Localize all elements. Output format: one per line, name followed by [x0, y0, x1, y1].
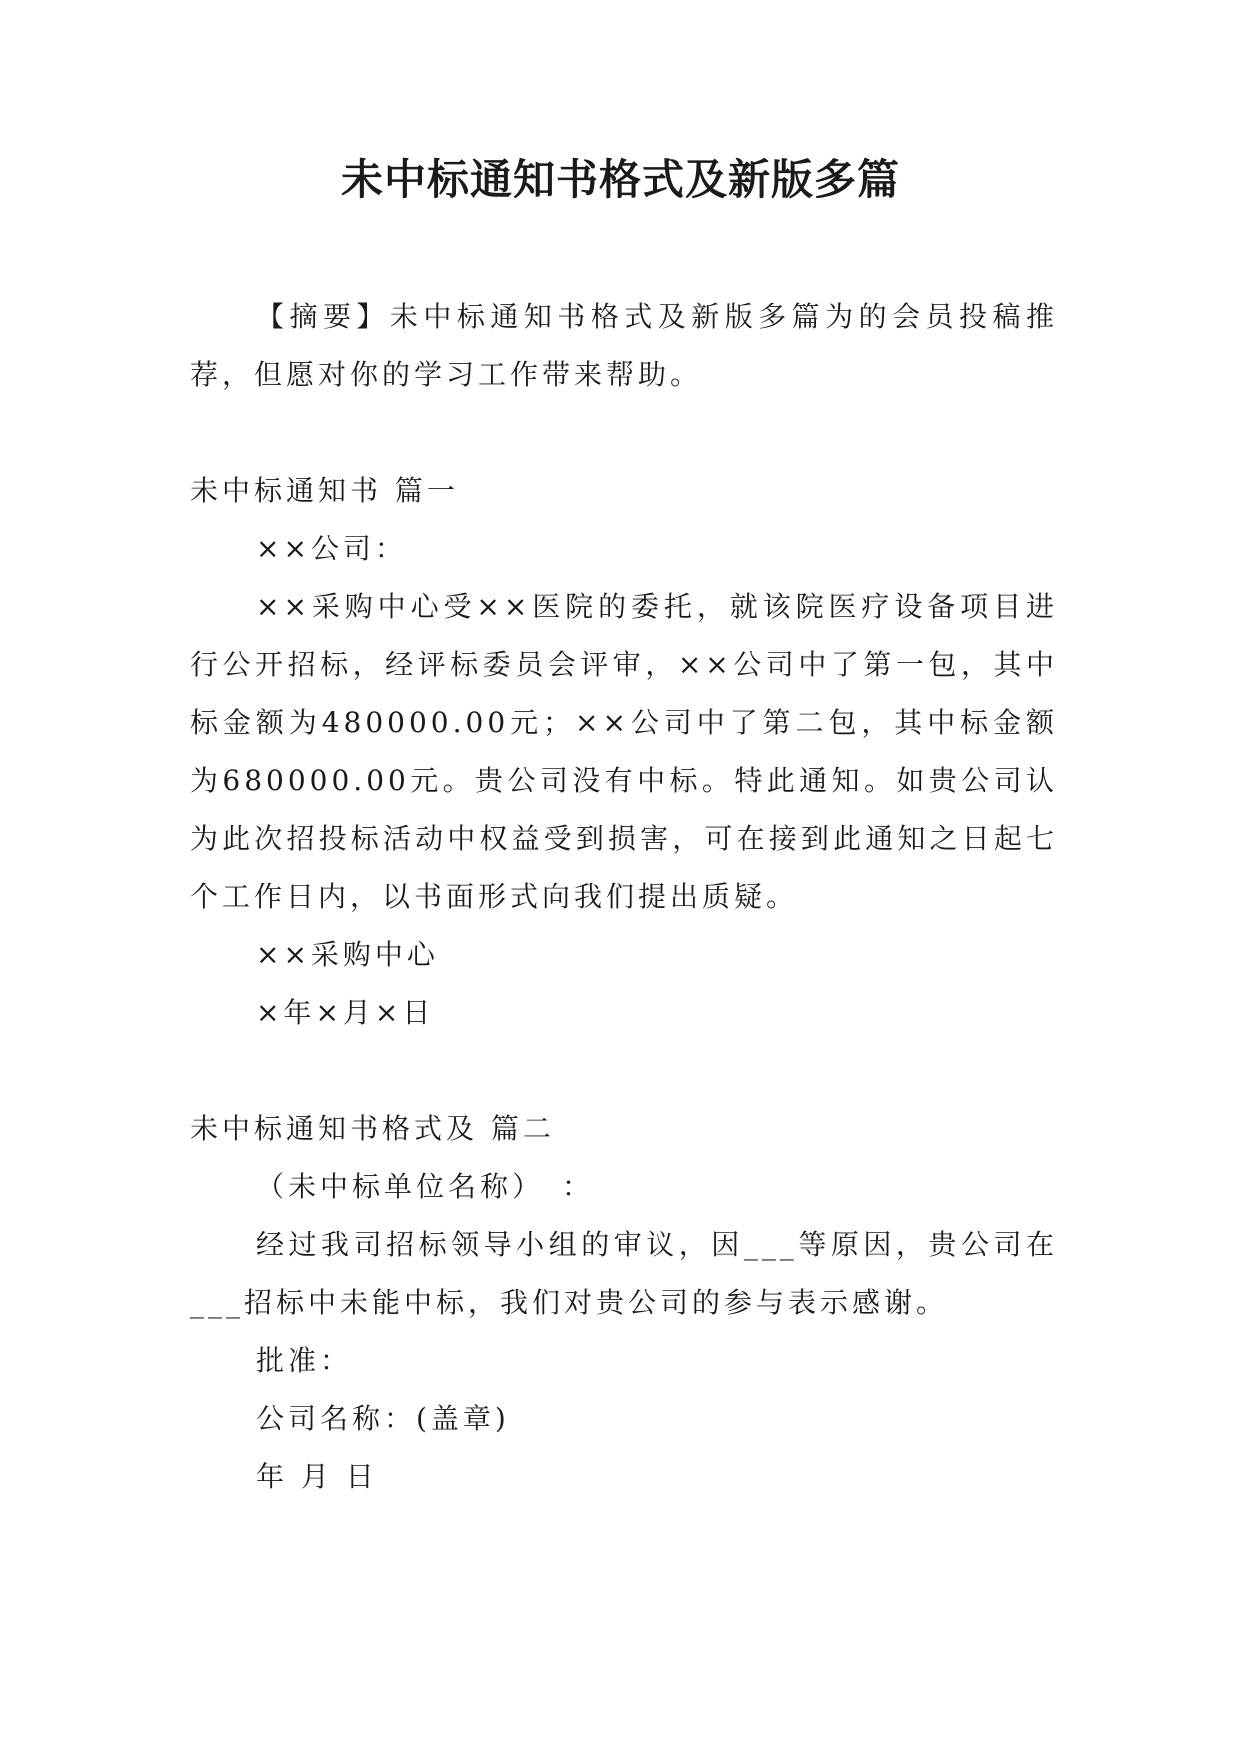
section2-body: 经过我司招标领导小组的审议，因___等原因，贵公司在___招标中未能中标，我们对贵公司的参与表示感谢。: [190, 1228, 1058, 1319]
section1-body: ××采购中心受××医院的委托，就该院医疗设备项目进行公开招标，经评标委员会评审，××公司中了第一包，其中标金额为480000.00元；××公司中了第二包，其中标金额为680000.00元。贵公司没有中标。特此通知。如贵公司认为此次招投标活动中权益受到损害，可在接到此通知之日起七个工作日内，以书面形式向我们提出质疑。: [190, 590, 1058, 913]
section2-heading: 未中标通知书格式及 篇二: [190, 1112, 555, 1145]
abstract-paragraph: 【摘要】未中标通知书格式及新版多篇为的会员投稿推荐，但愿对你的学习工作带来帮助。: [190, 300, 1058, 391]
section-spacer: [190, 1042, 1058, 1100]
section2-company: 公司名称：(盖章): [256, 1402, 510, 1435]
document-title: 未中标通知书格式及新版多篇: [340, 155, 900, 204]
section1-heading: 未中标通知书 篇一: [190, 474, 459, 507]
section1-signature: ××采购中心: [256, 938, 439, 971]
section2-approval: 批准：: [256, 1344, 353, 1377]
section1-date: ×年×月×日: [256, 996, 435, 1029]
section2-date: 年 月 日: [256, 1460, 378, 1493]
section2-salutation: （未中标单位名称） ：: [256, 1170, 595, 1203]
section1-salutation: ××公司：: [256, 532, 407, 565]
section-spacer: [190, 404, 1058, 462]
document-body: [190, 288, 1058, 1506]
